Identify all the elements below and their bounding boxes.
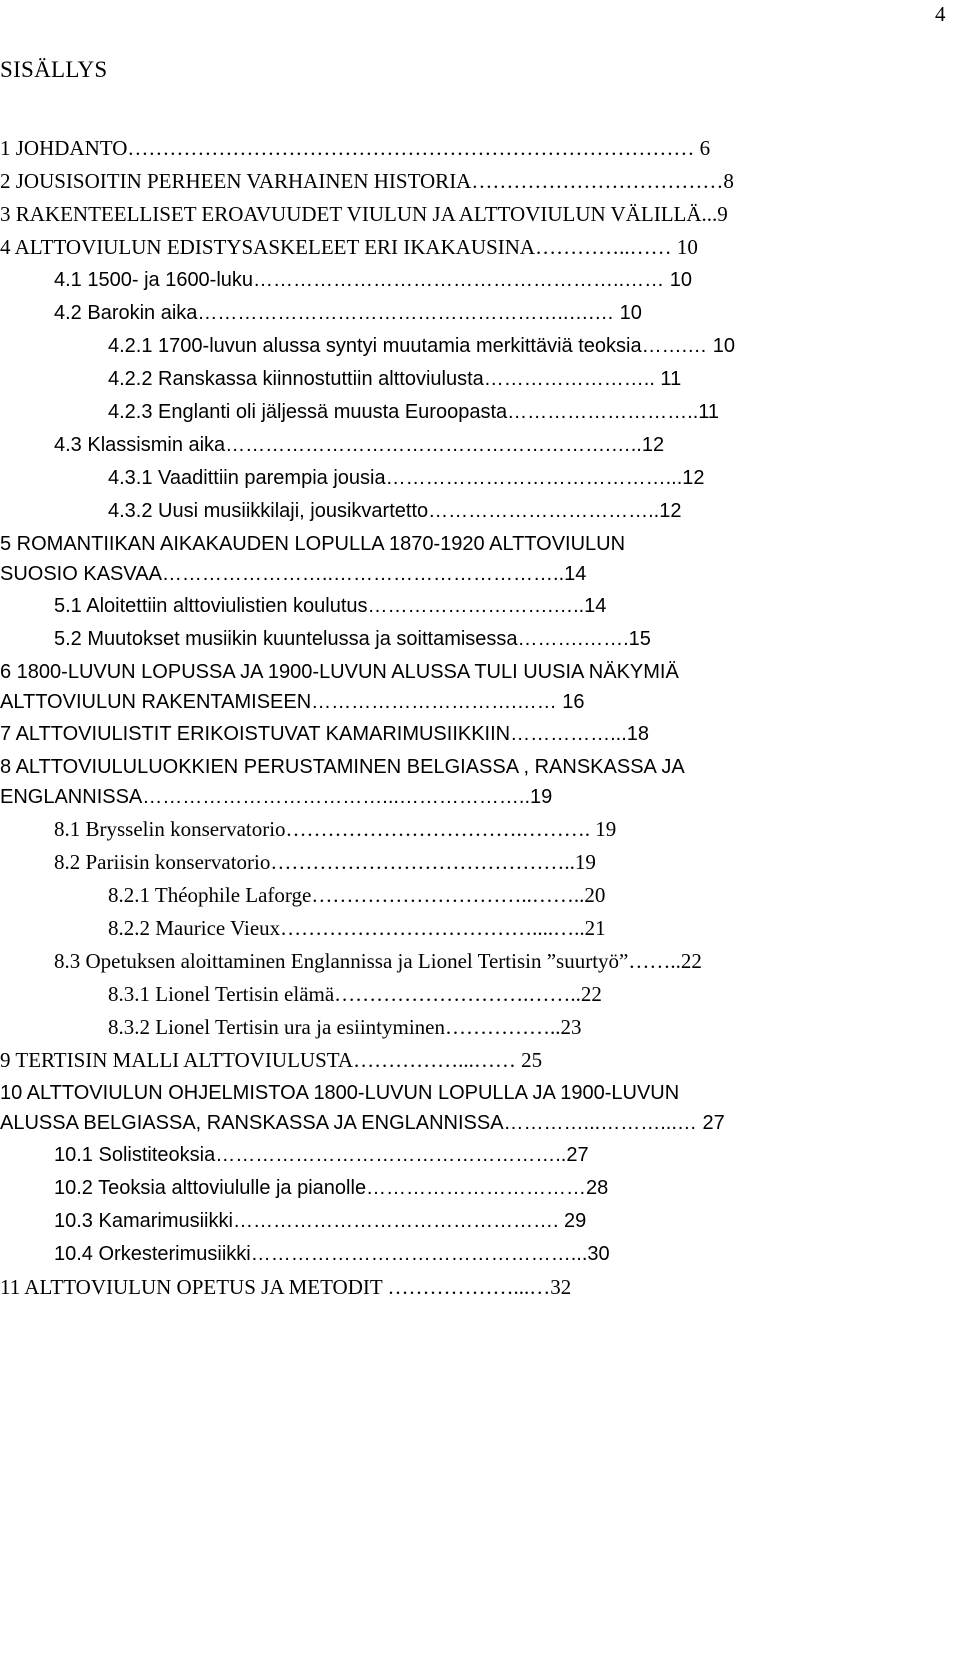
toc-entry-text: 10.1 Solistiteoksia……………………………………………..27 bbox=[54, 1144, 589, 1166]
toc-entry[interactable] bbox=[0, 463, 935, 494]
toc-entry-text: 10 ALTTOVIULUN OHJELMISTOA 1800-LUVUN LOPULLA JA 1900-LUVUN bbox=[0, 1082, 680, 1104]
toc-entry[interactable] bbox=[0, 133, 935, 164]
toc-entry-text: 4.1 1500- ja 1600-luku………………………………………………..…… 10 bbox=[54, 269, 692, 291]
toc-entry[interactable] bbox=[0, 1173, 935, 1204]
toc-entry-text: 8.2.2 Maurice Vieux………………………………....…..21 bbox=[108, 916, 606, 940]
toc-entry-text: 4.2.3 Englanti oli jäljessä muusta Euroopasta………………………..11 bbox=[108, 401, 720, 423]
toc-entry[interactable] bbox=[0, 719, 935, 750]
toc-entry[interactable] bbox=[0, 331, 935, 362]
toc-entry-text: 2 JOUSISOITIN PERHEEN VARHAINEN HISTORIA………………………………8 bbox=[0, 169, 734, 193]
toc-entry-text: 8.3.2 Lionel Tertisin ura ja esiintyminen……………..23 bbox=[108, 1015, 582, 1039]
toc-entry-text: 8.2 Pariisin konservatorio……………………………………..19 bbox=[54, 850, 596, 874]
toc-entry[interactable] bbox=[0, 979, 935, 1010]
toc-entry-text: 8.2.1 Théophile Laforge…………………………..……..20 bbox=[108, 883, 606, 907]
toc-entry-text: 10.2 Teoksia alttoviululle ja pianolle……………………………28 bbox=[54, 1177, 609, 1199]
toc-entry[interactable] bbox=[0, 752, 935, 812]
toc-entry[interactable] bbox=[0, 847, 935, 878]
toc-entry[interactable] bbox=[0, 1239, 935, 1270]
toc-entry-text: 3 RAKENTEELLISET EROAVUUDET VIULUN JA ALTTOVIULUN VÄLILLÄ...9 bbox=[0, 202, 728, 226]
toc-entry-text-line2: ENGLANNISSA………………………………...………………..19 bbox=[0, 786, 553, 808]
toc-entry[interactable] bbox=[0, 1012, 935, 1043]
toc-entry-text: 5.2 Muutokset musiikin kuuntelussa ja soittamisessa……….…….15 bbox=[54, 628, 651, 650]
toc-title: SISÄLLYS bbox=[0, 57, 108, 82]
toc-entry-text-line2: ALUSSA BELGIASSA, RANSKASSA JA ENGLANNISSA…………...………...… 27 bbox=[0, 1112, 725, 1134]
toc-entry[interactable] bbox=[0, 430, 935, 461]
toc-entry[interactable] bbox=[0, 496, 935, 527]
toc-entry-text-line2: SUOSIO KASVAA……………………..……………………………..14 bbox=[0, 563, 587, 585]
toc-entry[interactable] bbox=[0, 1206, 935, 1237]
toc-entry[interactable] bbox=[0, 265, 935, 296]
toc-entry-text: 4.3.2 Uusi musiikkilaji, jousikvartetto……………………………..12 bbox=[108, 500, 682, 522]
toc-entry[interactable] bbox=[0, 397, 935, 428]
toc-entry[interactable] bbox=[0, 1140, 935, 1171]
toc-entry-text: 4.2 Barokin aika………………………………………………..….… 10 bbox=[54, 302, 642, 324]
toc-entry-text: 4.2.2 Ranskassa kiinnostuttiin alttoviulusta…………………….. 11 bbox=[108, 368, 682, 390]
toc-entry-text: 8.3 Opetuksen aloittaminen Englannissa ja Lionel Tertisin ”suurtyö”……..22 bbox=[54, 949, 702, 973]
toc-entry-text: 5 ROMANTIIKAN AIKAKAUDEN LOPULLA 1870-1920 ALTTOVIULUN bbox=[0, 533, 626, 555]
toc-entry-text: 4.3.1 Vaadittiin parempia jousia……………………………………...12 bbox=[108, 467, 705, 489]
toc-entry-text: 8.3.1 Lionel Tertisin elämä……………………….……..22 bbox=[108, 982, 602, 1006]
toc-entry[interactable] bbox=[0, 624, 935, 655]
toc-entry[interactable] bbox=[0, 880, 935, 911]
toc-entry-text: 9 TERTISIN MALLI ALTTOVIULUSTA……………...…… 25 bbox=[0, 1048, 543, 1072]
toc-entry[interactable] bbox=[0, 913, 935, 944]
toc-entry-text: 10.4 Orkesterimusiikki…………………………………………...30 bbox=[54, 1243, 610, 1265]
toc-entry[interactable] bbox=[0, 1078, 935, 1138]
page-number: 4 bbox=[935, 2, 946, 26]
toc-entry-text: 4 ALTTOVIULUN EDISTYSASKELEET ERI IKAKAUSINA…………..…… 10 bbox=[0, 235, 698, 259]
toc-entry-text-line2: ALTTOVIULUN RAKENTAMISEEN………………………….…… 16 bbox=[0, 691, 585, 713]
toc-entry[interactable] bbox=[0, 166, 935, 197]
toc-entry[interactable] bbox=[0, 298, 935, 329]
toc-entry-text: 7 ALTTOVIULISTIT ERIKOISTUVAT KAMARIMUSIIKKIIN……………...18 bbox=[0, 723, 650, 745]
toc-entry[interactable] bbox=[0, 529, 935, 589]
toc-entry[interactable] bbox=[0, 232, 935, 263]
toc-entry[interactable] bbox=[0, 814, 935, 845]
toc-entry[interactable] bbox=[0, 657, 935, 717]
toc-entry-text: 10.3 Kamarimusiikki…………………………………………. 29 bbox=[54, 1210, 587, 1232]
toc-entry[interactable] bbox=[0, 946, 935, 977]
toc-entry-text: 5.1 Aloitettiin alttoviulistien koulutus……………………….…..14 bbox=[54, 595, 607, 617]
toc-entry[interactable] bbox=[0, 1045, 935, 1076]
toc-entry-text: 11 ALTTOVIULUN OPETUS JA METODIT ………………...…32 bbox=[0, 1275, 572, 1299]
toc-entry[interactable] bbox=[0, 199, 935, 230]
toc-entry-text: 4.3 Klassismin aika………………………………………………….…..12 bbox=[54, 434, 665, 456]
toc-entry[interactable] bbox=[0, 364, 935, 395]
table-of-contents bbox=[0, 126, 935, 1303]
toc-entry-text: 6 1800-LUVUN LOPUSSA JA 1900-LUVUN ALUSSA TULI UUSIA NÄKYMIÄ bbox=[0, 661, 679, 683]
toc-entry[interactable] bbox=[0, 591, 935, 622]
toc-entry-text: 1 JOHDANTO……………………………………………………………………… 6 bbox=[0, 136, 711, 160]
toc-entry[interactable] bbox=[0, 1272, 935, 1303]
toc-entry-text: 8.1 Brysselin konservatorio…………………………….………. 19 bbox=[54, 817, 617, 841]
toc-entry-text: 8 ALTTOVIULULUOKKIEN PERUSTAMINEN BELGIASSA , RANSKASSA JA bbox=[0, 756, 685, 778]
toc-entry-text: 4.2.1 1700-luvun alussa syntyi muutamia merkittäviä teoksia…….… 10 bbox=[108, 335, 735, 357]
